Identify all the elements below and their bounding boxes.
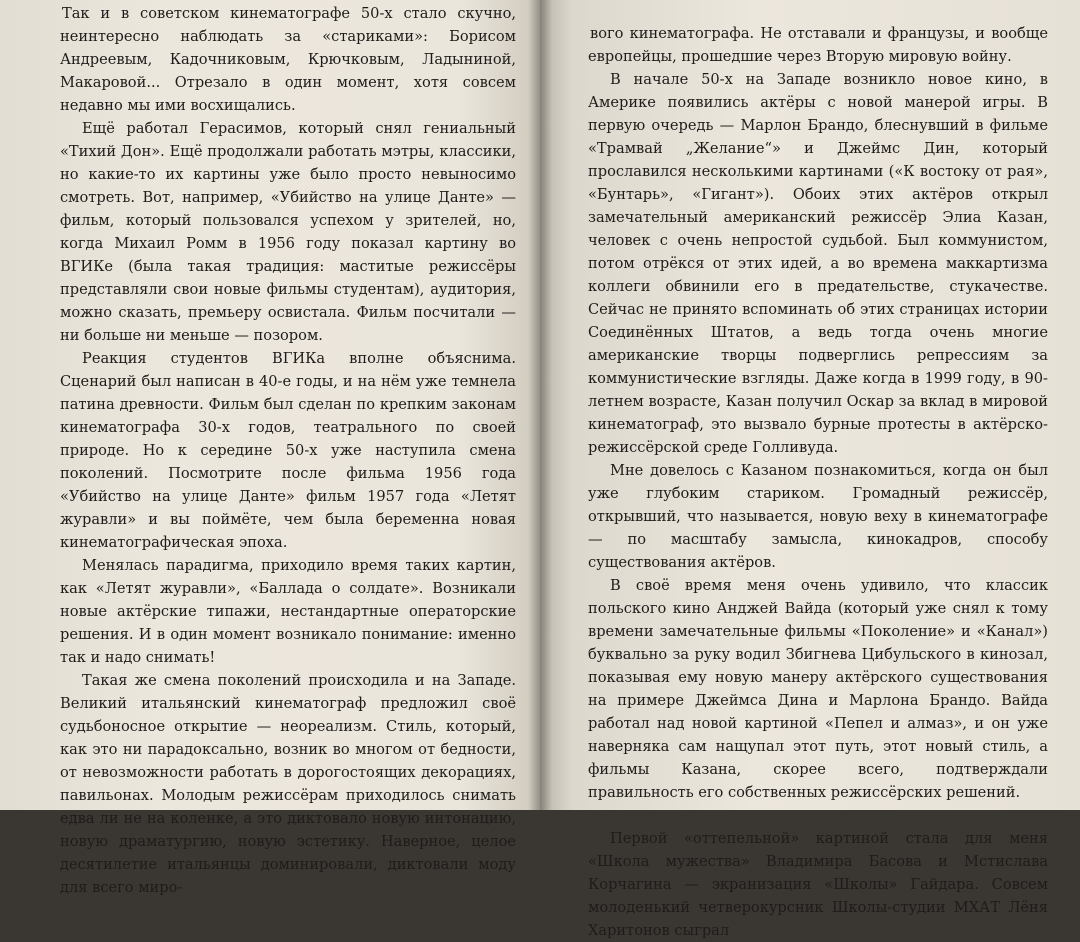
paragraph: Реакция студентов ВГИКа вполне объяснима. Сценарий был написан в 40-е годы, и на нём уже темнела патина древности. Фильм был сделан по крепким законам кинематографа 30-х годов, театрального по своей природе. Но к середине 50-х уже наступила смена поколений. Посмотрите после фильма 1956 года «Убийство на улице Данте» фильм 1957 года «Летят журавли» и вы поймёте, чем была беременна новая кинематографическая эпоха.	[60, 350, 516, 551]
paragraph: Ещё работал Герасимов, который снял гениальный «Тихий Дон». Ещё продолжали работать мэтры, классики, но какие-то их картины уже было просто невыносимо смотреть. Вот, например, «Убийство на улице Данте» — фильм, который пользовался успехом у зрителей, но, когда Михаил Ромм в 1956 году показал картину во ВГИКе (была такая традиция: маститые режиссёры представляли свои новые фильмы студентам), аудитория, можно сказать, премьеру освистала. Фильм посчитали — ни больше ни меньше — позором.	[60, 120, 516, 344]
paragraph: В своё время меня очень удивило, что классик польского кино Анджей Вайда (который уже снял к тому времени замечательные фильмы «Поколение» и «Канал») буквально за руку водил Збигнева Цибульского в кинозал, показывая ему новую манеру актёрского существования на примере Джеймса Дина и Марлона Брандо. Вайда работал над новой картиной «Пепел и алмаз», и он уже наверняка сам нащупал этот путь, этот новый стиль, а фильмы Казана, скорее всего, подтверждали правильность его собственных режиссёрских решений.	[588, 577, 1048, 801]
paragraph: Менялась парадигма, приходило время таких картин, как «Летят журавли», «Баллада о солдате». Возникали новые актёрские типажи, нестандартные операторские решения. И в один момент возникало понимание: именно так и надо снимать!	[60, 557, 516, 666]
paragraph: вого кинематографа. Не отставали и французы, и вообще европейцы, прошедшие через Вторую мировую войну.	[588, 25, 1048, 65]
left-page	[0, 0, 540, 896]
book-gutter-shadow	[528, 0, 552, 810]
left-page-text	[60, 2, 516, 899]
paragraph: В начале 50-х на Западе возникло новое кино, в Америке появились актёры с новой манерой игры. В первую очередь — Марлон Брандо, блеснувший в фильме «Трамвай „Желание“» и Джеймс Дин, который прославился несколькими картинами («К востоку от рая», «Бунтарь», «Гигант»). Обоих этих актёров открыл замечательный американский режиссёр Элиа Казан, человек с очень непростой судьбой. Был коммунистом, потом отрёкся от этих идей, а во времена маккартизма коллеги обвинили его в предательстве, стукачестве. Сейчас не принято вспоминать об этих страницах истории Соединённых Штатов, а ведь тогда очень многие американские творцы подверглись репрессиям за коммунистические взгляды. Даже когда в 1999 году, в 90-летнем возрасте, Казан получил Оскар за вклад в мировой кинематограф, это вызвало бурные протесты в актёрско-режиссёрской среде Голливуда.	[588, 71, 1048, 456]
paragraph: Так и в советском кинематографе 50-х стало скучно, неинтересно наблюдать за «стариками»: Борисом Андреевым, Кадочниковым, Крючковым, Ладыниной, Макаровой... Отрезало в один момент, хотя совсем недавно мы ими восхищались.	[60, 5, 516, 114]
paragraph: Мне довелось с Казаном познакомиться, когда он был уже глубоким стариком. Громадный режиссёр, открывший, что называется, новую веху в кинематографе — по масштабу замысла, кинокадров, способу существования актёров.	[588, 462, 1048, 571]
paragraph: Первой «оттепельной» картиной стала для меня «Школа мужества» Владимира Басова и Мстислава Корчагина — экранизация «Школы» Гайдара. Совсем молоденький четверокурсник Школы-студии МХАТ Лёня Харитонов сыграл	[588, 830, 1048, 939]
right-page-text	[588, 22, 1048, 942]
right-page	[540, 0, 1080, 939]
paragraph: Такая же смена поколений происходила и на Западе. Великий итальянский кинематограф предложил своё судьбоносное открытие — неореализм. Стиль, который, как это ни парадоксально, возник во многом от бедности, от невозможности работать в дорогостоящих декорациях, павильонах. Молодым режиссёрам приходилось снимать едва ли не на коленке, а это диктовало новую интонацию, новую драматургию, новую эстетику. Наверное, целое десятилетие итальянцы доминировали, диктовали моду для всего миро-	[60, 672, 516, 896]
